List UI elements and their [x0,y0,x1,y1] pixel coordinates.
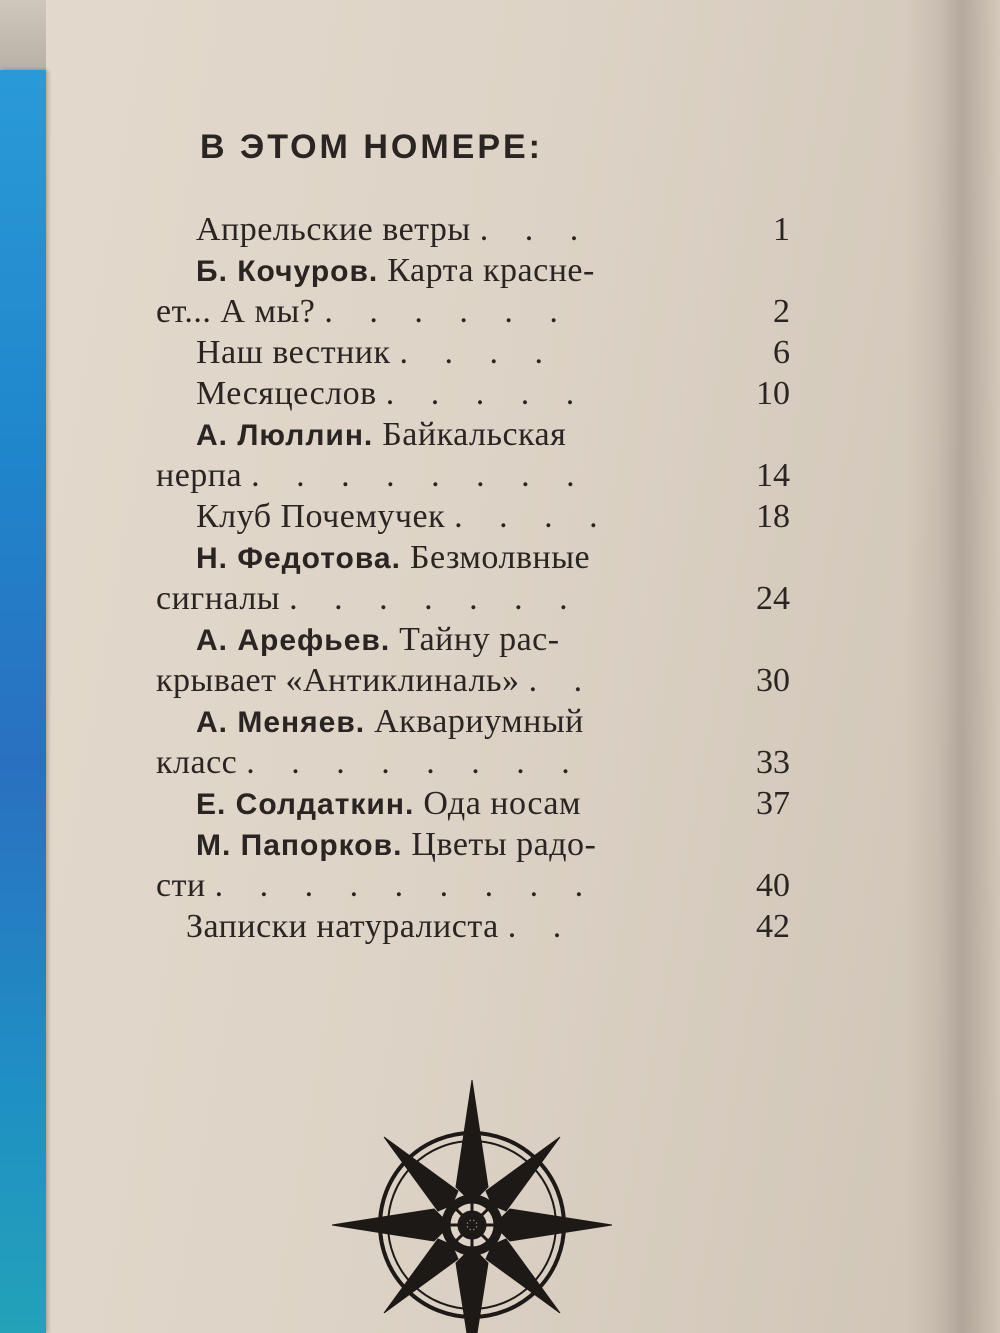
page-number: 10 [756,375,790,412]
leader-dots: . . . . [399,334,557,371]
page-number: 1 [773,211,790,248]
toc-entry-continuation [156,292,572,332]
page-fold-shadow [905,0,1000,1333]
entry-author: М. Папорков. [196,829,403,862]
page-number: 24 [756,580,790,617]
entry-title: Наш вестник [196,334,391,371]
entry-title: Аквариумный [374,703,584,740]
leader-dots: . . . . . . . [289,580,582,617]
toc-entry-title [196,415,566,455]
page-number: 14 [756,457,790,494]
page-number: 18 [756,498,790,535]
entry-title: Карта краснe- [387,252,595,289]
toc-entry-title [196,620,560,660]
entry-title: Цветы радо- [411,826,597,863]
toc-entry-title [196,784,581,824]
page-number: 6 [773,334,790,371]
entry-title-cont: крывает «Антиклиналь» [156,662,520,699]
entry-title-cont: ет... А мы? [156,293,316,330]
page-number: 2 [773,293,790,330]
compass-rose-icon [332,1080,612,1333]
entry-title: Клуб Почемучек [196,498,446,535]
toc-entry-continuation [156,579,582,619]
entry-title-cont: нерпа [156,457,243,494]
cover-edge-strip [0,70,46,1333]
leader-dots: . . . . [454,498,612,535]
toc-entry-title [196,497,612,537]
entry-title: Апрельские ветры [196,211,471,248]
toc-entry-title [196,210,592,250]
page-number: 40 [756,867,790,904]
cover-edge-top [0,0,46,70]
page-number: 37 [756,785,790,822]
toc-entry-title [196,702,584,742]
entry-title-cont: класс [156,744,238,781]
toc-entry-title [196,825,596,865]
entry-title: Записки натуралиста [186,908,499,945]
page-number: 33 [756,744,790,781]
leader-dots: . . . . . . [324,293,572,330]
page-number: 30 [756,662,790,699]
page-number: 42 [756,908,790,945]
toc-entry-title [196,374,588,414]
entry-title: Байкальская [382,416,567,453]
toc-entry-continuation [156,743,584,783]
leader-dots: . . . . . [385,375,589,412]
toc-entry-continuation [156,866,597,906]
leader-dots: . . . . . . . . . [214,867,598,904]
entry-title-cont: сигналы [156,580,281,617]
toc-entry-title [196,333,557,373]
leader-dots: . . [507,908,576,945]
entry-author: Б. Кочуров. [196,255,379,288]
entry-author: Н. Федотова. [196,542,401,575]
entry-title: Ода носам [423,785,581,822]
entry-title: Месяцеслов [196,375,377,412]
leader-dots: . . . . . . . . [246,744,584,781]
entry-title: Безмолвные [409,539,591,576]
entry-author: Е. Солдаткин. [196,788,415,821]
toc-entry-continuation [156,456,589,496]
entry-title-cont: сти [156,867,206,904]
leader-dots: . . . . . . . . [251,457,589,494]
leader-dots: . . [528,662,597,699]
toc-entry-title [196,538,590,578]
toc-entry-title [186,907,575,947]
toc-entry-title [196,251,595,291]
entry-author: А. Люллин. [196,419,374,452]
leader-dots: . . . [479,211,593,248]
contents-heading: В ЭТОМ НОМЕРЕ: [200,128,544,166]
entry-author: А. Меняев. [196,706,366,739]
entry-author: А. Арефьев. [196,624,391,657]
toc-entry-continuation [156,661,596,701]
entry-title: Тайну рас- [399,621,560,658]
